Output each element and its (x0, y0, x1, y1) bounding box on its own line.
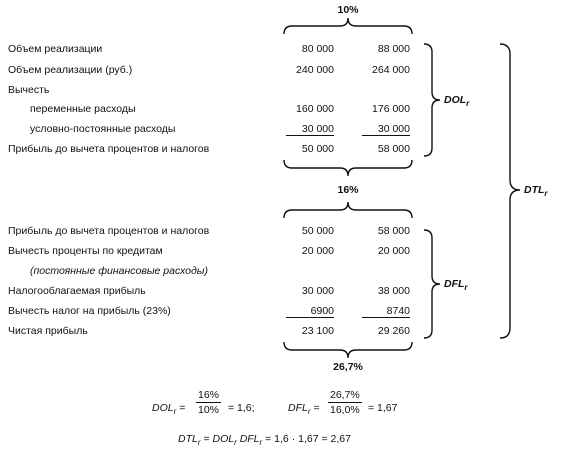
row-label: условно-постоянные расходы (30, 123, 176, 135)
mid-brace-down (284, 160, 412, 176)
value-cell: 23 100 (301, 325, 334, 337)
row-label: Налогооблагаемая прибыль (8, 285, 146, 297)
row-label: (постоянные финансовые расходы) (30, 265, 209, 277)
value-cell: 50 000 (301, 225, 334, 237)
dfl-fraction (328, 389, 362, 416)
dfl-denominator: 16,0% (330, 404, 360, 416)
dol-denominator: 10% (198, 404, 220, 416)
dfl-numerator: 26,7% (330, 389, 360, 401)
percent-top: 10% (337, 4, 359, 16)
dol-formula-lhs: $DOL_r$ = (152, 402, 186, 417)
value-cell: 240 000 (296, 64, 334, 76)
row-label: Вычесть проценты по кредитам (8, 245, 163, 257)
dtl-label: $DTL_r$ (524, 184, 548, 199)
row-label: Чистая прибыль (8, 325, 88, 337)
value-cell: 30 000 (301, 285, 334, 297)
dfl-label: $DFL_r$ (444, 278, 468, 293)
mid-brace-up (284, 202, 412, 218)
value-cell: 20 000 (301, 245, 334, 257)
percent-bottom: 26,7% (333, 361, 363, 373)
dtl-brace (500, 44, 520, 338)
value-cell: 264 000 (372, 64, 410, 76)
dol-fraction (196, 389, 221, 416)
percent-mid: 16% (337, 184, 359, 196)
row-label: Прибыль до вычета процентов и налогов (8, 143, 210, 155)
value-cell: 30 000 (286, 123, 334, 136)
value-cell: 50 000 (301, 143, 334, 155)
dol-brace (424, 44, 440, 156)
top-brace (284, 18, 412, 34)
row-label: Объем реализации (руб.) (8, 64, 133, 76)
value-cell: 38 000 (377, 285, 410, 297)
dfl-result: = 1,67 (368, 402, 398, 414)
value-cell: 58 000 (377, 225, 410, 237)
dtl-formula: $DTL_r = DOL_r$ $DFL_r = 1,6 \cdot 1,67 = 2,67$ (178, 433, 351, 448)
dol-numerator: 16% (198, 389, 220, 401)
value-cell: 20 000 (377, 245, 410, 257)
bottom-brace (284, 342, 412, 358)
value-cell: 176 000 (372, 103, 410, 115)
row-label: Вычесть налог на прибыль (23%) (8, 305, 171, 317)
dfl-brace (424, 230, 440, 338)
value-cell: 6900 (286, 305, 334, 318)
value-cell: 58 000 (377, 143, 410, 155)
value-cell: 8740 (362, 305, 410, 318)
dol-label: $DOL_r$ (444, 94, 470, 109)
value-cell: 88 000 (377, 43, 410, 55)
row-label: Прибыль до вычета процентов и налогов (8, 225, 210, 237)
value-cell: 160 000 (296, 103, 334, 115)
value-cell: 29 260 (377, 325, 410, 337)
dfl-formula-lhs: $DFL_r$ = (288, 402, 320, 417)
row-label: переменные расходы (30, 103, 136, 115)
dol-result: = 1,6; (228, 402, 255, 414)
value-cell: 30 000 (362, 123, 410, 136)
value-cell: 80 000 (301, 43, 334, 55)
row-label: Объем реализации (8, 43, 103, 55)
row-label: Вычесть (8, 84, 50, 96)
